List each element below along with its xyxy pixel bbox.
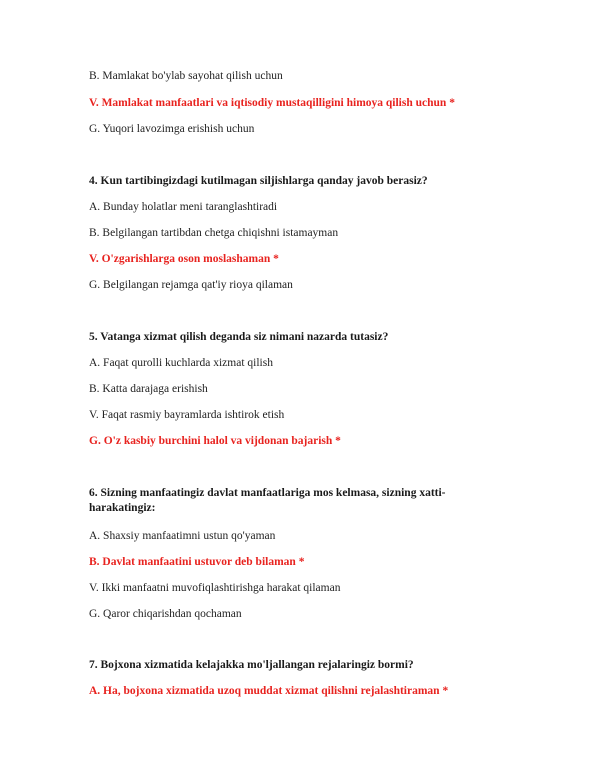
q4-option-g: G. Belgilangan rejamga qat'iy rioya qilaman [89, 279, 293, 291]
q4-option-b: B. Belgilangan tartibdan chetga chiqishni istamayman [89, 227, 339, 239]
q6-option-g: G. Qaror chiqarishdan qochaman [89, 608, 242, 620]
q5-option-b: B. Katta darajaga erishish [89, 383, 208, 395]
q4-option-v-correct: V. O'zgarishlarga oson moslashaman * [89, 253, 279, 265]
question-7: 7. Bojxona xizmatida kelajakka mo'ljallangan rejalaringiz bormi? [89, 659, 414, 671]
option-b: B. Mamlakat bo'ylab sayohat qilish uchun [89, 70, 283, 82]
question-4: 4. Kun tartibingizdagi kutilmagan siljishlarga qanday javob berasiz? [89, 175, 428, 187]
option-v-correct: V. Mamlakat manfaatlari va iqtisodiy mustaqilligini himoya qilish uchun * [89, 97, 455, 109]
q6-option-a: A. Shaxsiy manfaatimni ustun qo'yaman [89, 530, 276, 542]
q6-option-b-correct: B. Davlat manfaatini ustuvor deb bilaman * [89, 556, 305, 568]
q5-option-v: V. Faqat rasmiy bayramlarda ishtirok etish [89, 409, 285, 421]
q6-option-v: V. Ikki manfaatni muvofiqlashtirishga harakat qilaman [89, 582, 341, 594]
q5-option-a: A. Faqat qurolli kuchlarda xizmat qilish [89, 357, 273, 369]
q7-option-a-correct: A. Ha, bojxona xizmatida uzoq muddat xizmat qilishni rejalashtiraman * [89, 685, 449, 697]
q4-option-a: A. Bunday holatlar meni taranglashtiradi [89, 201, 278, 213]
question-6: 6. Sizning manfaatingiz davlat manfaatlariga mos kelmasa, sizning xatti-harakatingiz: [89, 487, 446, 514]
q5-option-g-correct: G. O'z kasbiy burchini halol va vijdonan bajarish * [89, 435, 341, 447]
question-5: 5. Vatanga xizmat qilish deganda siz nimani nazarda tutasiz? [89, 331, 389, 343]
option-g: G. Yuqori lavozimga erishish uchun [89, 123, 255, 135]
